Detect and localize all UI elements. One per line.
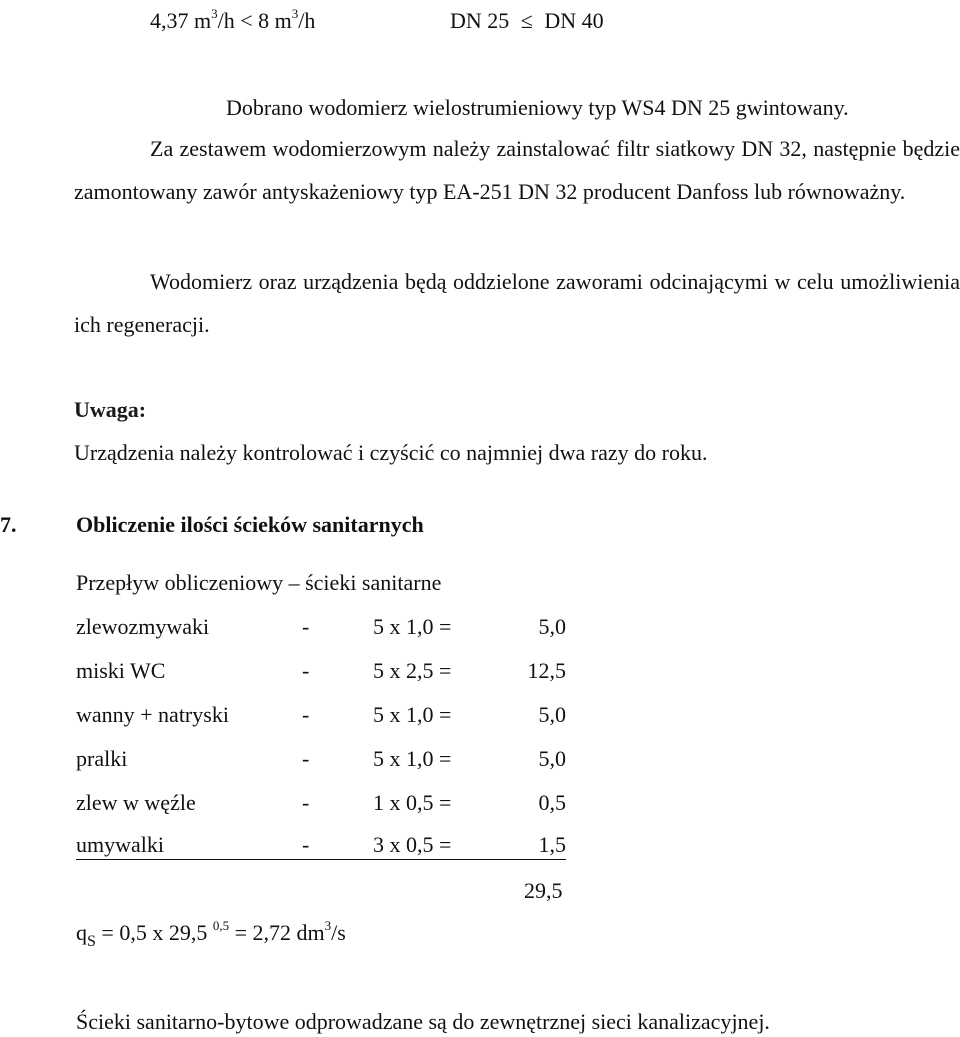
flow-formula bbox=[76, 918, 346, 950]
dn-range-max: DN 40 bbox=[544, 8, 604, 33]
flow-rate-line bbox=[150, 6, 316, 33]
fixture-name: umywalki bbox=[76, 832, 164, 857]
formula-middle: = 0,5 x 29,5 bbox=[95, 920, 213, 945]
paragraph-shutoff-valves: Wodomierz oraz urządzenia będą oddzielone zaworami odcinającymi w celu umożliwienia ich regeneracji. bbox=[74, 269, 960, 337]
row-value: 0,5 bbox=[538, 790, 566, 815]
table-row bbox=[76, 701, 566, 729]
sewage-discharge-text: Ścieki sanitarno-bytowe odprowadzane są do zewnętrznej sieci kanalizacyjnej. bbox=[76, 1009, 770, 1034]
fixture-name: miski WC bbox=[76, 658, 166, 683]
row-value: 5,0 bbox=[538, 614, 566, 639]
formula-result: = 2,72 dm bbox=[229, 920, 325, 945]
table-row bbox=[76, 613, 566, 641]
formula-q-subscript: S bbox=[87, 933, 96, 950]
table-row bbox=[76, 657, 566, 685]
flow-rate-prefix: 4,37 m bbox=[150, 8, 212, 33]
row-value: 5,0 bbox=[538, 746, 566, 771]
calc-total: 29,5 bbox=[524, 878, 563, 903]
dn-range bbox=[450, 10, 604, 32]
row-expression: 5 x 1,0 = bbox=[373, 746, 452, 771]
section-subtitle: Przepływ obliczeniowy – ścieki sanitarne bbox=[76, 570, 442, 595]
row-dash: - bbox=[302, 746, 310, 771]
fixture-name: wanny + natryski bbox=[76, 702, 229, 727]
row-dash: - bbox=[302, 614, 310, 639]
formula-exponent: 0,5 bbox=[212, 918, 230, 933]
formula-unit-end: /s bbox=[331, 920, 346, 945]
section-title: Obliczenie ilości ścieków sanitarnych bbox=[76, 512, 424, 537]
note-label: Uwaga: bbox=[74, 397, 147, 422]
fixture-name: zlewozmywaki bbox=[76, 614, 210, 639]
paragraph-filter-valve: Za zestawem wodomierzowym należy zainstalować filtr siatkowy DN 32, następnie będzie zamontowany zawór antyskażeniowy typ EA-251 DN 32 producent Danfoss lub równoważny. bbox=[74, 136, 960, 204]
row-expression: 1 x 0,5 = bbox=[373, 790, 452, 815]
row-value: 12,5 bbox=[527, 658, 566, 683]
dn-relation-symbol: ≤ bbox=[520, 8, 533, 33]
row-expression: 5 x 2,5 = bbox=[373, 658, 452, 683]
row-expression: 3 x 0,5 = bbox=[373, 832, 452, 857]
row-dash: - bbox=[302, 832, 310, 857]
dn-range-min: DN 25 bbox=[450, 8, 510, 33]
table-row bbox=[76, 789, 566, 817]
row-expression: 5 x 1,0 = bbox=[373, 614, 452, 639]
row-dash: - bbox=[302, 790, 310, 815]
formula-unit-exponent: 3 bbox=[324, 918, 332, 933]
flow-rate-end: /h bbox=[298, 8, 316, 33]
table-row bbox=[76, 745, 566, 773]
row-dash: - bbox=[302, 658, 310, 683]
table-row bbox=[76, 831, 566, 860]
formula-q: q bbox=[76, 920, 87, 945]
row-dash: - bbox=[302, 702, 310, 727]
flow-rate-middle: /h < 8 m bbox=[217, 8, 292, 33]
paragraph-meter-selection: Dobrano wodomierz wielostrumieniowy typ WS4 DN 25 gwintowany. bbox=[226, 95, 849, 120]
row-expression: 5 x 1,0 = bbox=[373, 702, 452, 727]
section-number: 7. bbox=[0, 512, 17, 537]
row-value: 5,0 bbox=[538, 702, 566, 727]
row-value: 1,5 bbox=[538, 832, 566, 857]
fixture-name: pralki bbox=[76, 746, 128, 771]
note-text: Urządzenia należy kontrolować i czyścić co najmniej dwa razy do roku. bbox=[74, 440, 708, 465]
fixture-name: zlew w węźle bbox=[76, 790, 196, 815]
flow-unit-exponent: 3 bbox=[211, 6, 218, 21]
flow-unit-exponent-2: 3 bbox=[291, 6, 299, 21]
